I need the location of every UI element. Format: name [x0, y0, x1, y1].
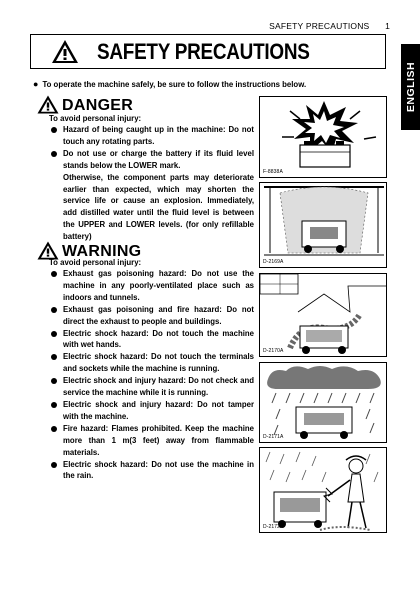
language-tab-label: ENGLISH [404, 61, 417, 113]
list-item: Exhaust gas poisoning and fire hazard: Do not direct the exhaust to people and buildings. [49, 304, 254, 328]
running-header [0, 21, 390, 31]
figure-code: D-2169A [263, 259, 284, 265]
warning-triangle-icon [51, 39, 79, 64]
danger-subheading: To avoid personal injury: [49, 114, 142, 123]
danger-list [49, 124, 254, 243]
list-item: Exhaust gas poisoning hazard: Do not use the machine in any poorly-ventilated place such as indoors and tunnels. [49, 268, 254, 304]
figure-code: D-2172A [263, 524, 284, 530]
rain-cloud-icon [260, 363, 387, 443]
exhaust-direction-figure [259, 273, 387, 357]
indoor-exhaust-icon [260, 183, 387, 268]
wet-hands-figure [259, 447, 387, 533]
bullet-icon: ● [33, 79, 39, 89]
page-title: SAFETY PRECAUTIONS [97, 38, 310, 64]
indoor-exhaust-figure [259, 182, 387, 268]
list-item: Electric shock hazard: Do not touch the machine with wet hands. [49, 328, 254, 352]
list-item: Do not use or charge the battery if its fluid level stands below the LOWER mark. Otherwise, the component parts may deteriorate earlier than expected, which may shorten the service life or cause an explosion. Immediately, add distilled water until the fluid level is between the UPPER and LOWER levels. (for only refillable battery) [49, 148, 254, 243]
figure-code: D-2170A [263, 348, 284, 354]
list-item: Fire hazard: Flames prohibited. Keep the machine more than 1 m(3 feet) away from flammable materials. [49, 423, 254, 459]
warning-label: WARNING [62, 243, 142, 260]
danger-heading [37, 95, 133, 114]
danger-label: DANGER [62, 97, 134, 114]
warning-subheading: To avoid personal injury: [49, 258, 142, 267]
list-item: Hazard of being caught up in the machine: Do not touch any rotating parts. [49, 124, 254, 148]
header-section-title: SAFETY PRECAUTIONS [269, 21, 370, 31]
battery-explosion-figure [259, 96, 387, 178]
page-number: 1 [385, 21, 390, 31]
figure-code: D-2171A [263, 434, 284, 440]
title-banner [30, 34, 386, 69]
intro-line [33, 79, 306, 89]
list-item: Electric shock and injury hazard: Do not check and service the machine while it is running. [49, 375, 254, 399]
list-item: Electric shock hazard: Do not touch the terminals and sockets while the machine is running. [49, 351, 254, 375]
list-item: Electric shock hazard: Do not use the machine in the rain. [49, 459, 254, 483]
rain-figure [259, 362, 387, 443]
person-rain-shock-icon [260, 448, 387, 533]
list-item: Electric shock and injury hazard: Do not tamper with the machine. [49, 399, 254, 423]
danger-triangle-icon [37, 95, 59, 114]
intro-text: To operate the machine safely, be sure to follow the instructions below. [42, 80, 307, 89]
battery-explosion-icon [260, 97, 387, 178]
language-tab [401, 44, 420, 130]
warning-list [49, 268, 254, 482]
list-item-continuation: Otherwise, the component parts may deteriorate earlier than expected, which may shorten the service life or cause an explosion. Immediately, add distilled water until the fluid level is between the UPPER and LOWER levels. (for only refillable battery) [63, 172, 254, 242]
figure-code: F-8838A [263, 169, 283, 175]
exhaust-direction-icon [260, 274, 387, 357]
